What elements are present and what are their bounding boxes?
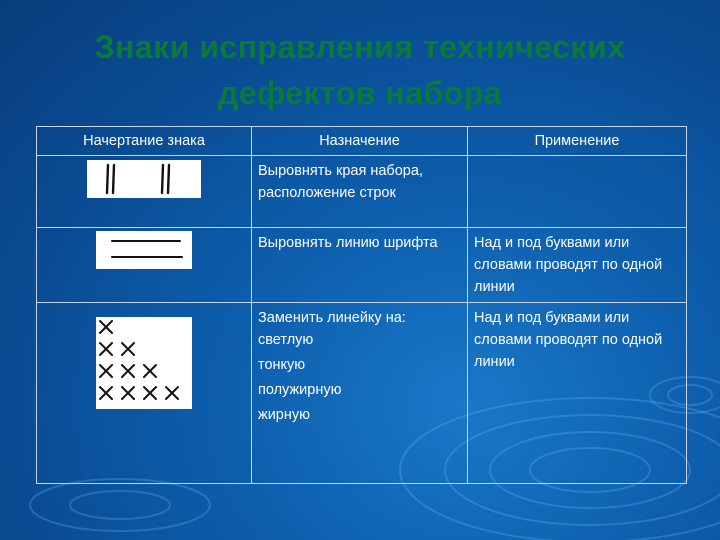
purpose-cell — [252, 303, 468, 484]
application-cell: Над и под буквами или словами проводят по одной линии — [468, 303, 687, 484]
page-title-line-2: дефектов набора — [217, 75, 503, 111]
sign-cell — [37, 156, 252, 228]
list-item: светлую — [258, 332, 314, 348]
horizontal-lines-sign-icon — [96, 231, 192, 269]
sign-cell — [37, 303, 252, 484]
cross-marks-sign-icon — [96, 317, 192, 409]
table-row — [37, 303, 687, 484]
header-application: Применение — [468, 127, 687, 156]
page-title — [0, 24, 720, 116]
list-item: тонкую — [258, 357, 306, 373]
purpose-list — [258, 329, 461, 426]
table-row — [37, 156, 687, 228]
vertical-double-bars-sign-icon — [87, 160, 201, 198]
table-row — [37, 228, 687, 303]
sign-cell — [37, 228, 252, 303]
page-title-line-1: Знаки исправления технических — [94, 29, 626, 65]
correction-signs-table — [36, 126, 687, 484]
application-cell: Над и под буквами или словами проводят по одной линии — [468, 228, 687, 303]
list-item: жирную — [258, 407, 310, 423]
purpose-cell: Выровнять линию шрифта — [252, 228, 468, 303]
list-item: полужирную — [258, 382, 342, 398]
purpose-text: Заменить линейку на: — [258, 310, 406, 326]
header-sign-shape: Начертание знака — [37, 127, 252, 156]
application-cell — [468, 156, 687, 228]
table-header-row — [37, 127, 687, 156]
header-purpose: Назначение — [252, 127, 468, 156]
purpose-cell: Выровнять края набора, расположение строк — [252, 156, 468, 228]
